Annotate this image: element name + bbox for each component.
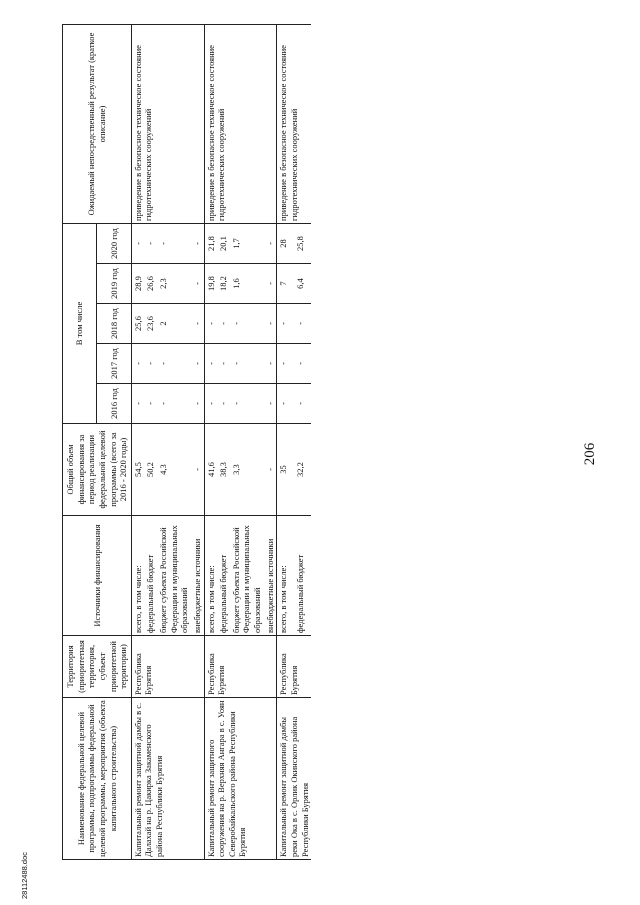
value-2020: 25,8	[294, 223, 311, 263]
value-2020: 1,7	[230, 223, 264, 263]
value-2020: 21,8	[204, 223, 217, 263]
value-2018: 2	[157, 304, 191, 344]
header-year-2020: 2020 год	[97, 223, 131, 263]
value-2019: -	[191, 264, 204, 304]
value-2019: 7	[277, 264, 295, 304]
value-2017: -	[264, 344, 277, 384]
financing-table	[62, 24, 311, 860]
header-total: Общий объем финансирования за период реализации федеральной целевой программы (всего за 2016 - 2020 годы)	[63, 424, 132, 516]
value-2018: -	[204, 304, 217, 344]
header-year-2018: 2018 год	[97, 304, 131, 344]
table-row	[204, 24, 217, 859]
value-2016: -	[204, 384, 217, 424]
source-label: федеральный бюджет	[144, 516, 157, 636]
value-2017: -	[277, 344, 295, 384]
header-name: Наименование федеральной целевой программы, подпрограммы федеральной целевой программы, мероприятия (объекта капитального строительства)	[63, 698, 132, 860]
value-2018: -	[294, 304, 311, 344]
value-2020: -	[264, 223, 277, 263]
value-2017: -	[204, 344, 217, 384]
project-name: Капитальный ремонт защитной дамбы реки Ока в с. Орлик Окинского района Республики Бурятия	[277, 698, 311, 860]
source-label: бюджет субъекта Российской Федерации и муниципальных образований	[157, 516, 191, 636]
header-result: Ожидаемый непосредственный результат (краткое описание)	[63, 24, 132, 223]
value-2016: -	[230, 384, 264, 424]
value-2017: -	[131, 344, 144, 384]
source-label: федеральный бюджет	[294, 516, 311, 636]
value-2017: -	[230, 344, 264, 384]
value-2017: -	[217, 344, 230, 384]
document-filename: 28112488.doc	[20, 852, 29, 899]
value-2018: -	[230, 304, 264, 344]
value-2019: -	[264, 264, 277, 304]
total-value: 50,2	[144, 424, 157, 516]
value-2016: -	[264, 384, 277, 424]
total-value: 38,3	[217, 424, 230, 516]
table-row	[131, 24, 144, 859]
total-value: -	[264, 424, 277, 516]
value-2017: -	[157, 344, 191, 384]
total-value: 35	[277, 424, 295, 516]
value-2020: -	[191, 223, 204, 263]
value-2018: -	[277, 304, 295, 344]
source-label: внебюджетные источники	[264, 516, 277, 636]
header-year-2016: 2016 год	[97, 384, 131, 424]
source-label: всего, в том числе:	[131, 516, 144, 636]
header-year-2017: 2017 год	[97, 344, 131, 384]
source-label: федеральный бюджет	[217, 516, 230, 636]
value-2018: -	[191, 304, 204, 344]
value-2020: -	[131, 223, 144, 263]
value-2019: 26,6	[144, 264, 157, 304]
header-row-1	[63, 24, 97, 859]
value-2016: -	[217, 384, 230, 424]
table-row	[277, 24, 295, 859]
value-2018: 23,6	[144, 304, 157, 344]
total-value: 41,6	[204, 424, 217, 516]
source-label: всего, в том числе:	[277, 516, 295, 636]
value-2017: -	[144, 344, 157, 384]
expected-result: приведение в безопасное техническое состояние гидротехнических сооружений	[277, 24, 311, 223]
value-2017: -	[191, 344, 204, 384]
total-value: 32,2	[294, 424, 311, 516]
project-territory: Республика Бурятия	[204, 636, 277, 698]
value-2016: -	[294, 384, 311, 424]
total-value: -	[191, 424, 204, 516]
value-2016: -	[144, 384, 157, 424]
project-territory: Республика Бурятия	[277, 636, 311, 698]
value-2017: -	[294, 344, 311, 384]
project-territory: Республика Бурятия	[131, 636, 204, 698]
project-name: Капитальный ремонт защитного сооружения на р. Верхняя Ангара в с. Уоян Северобайкальского района Республики Бурятия	[204, 698, 277, 860]
value-2018: 25,6	[131, 304, 144, 344]
value-2019: 2,3	[157, 264, 191, 304]
value-2016: -	[131, 384, 144, 424]
header-sources: Источники финансирования	[63, 516, 132, 636]
value-2019: 28,9	[131, 264, 144, 304]
header-including: В том числе	[63, 223, 97, 423]
value-2019: 19,8	[204, 264, 217, 304]
source-label: бюджет субъекта Российской Федерации и муниципальных образований	[230, 516, 264, 636]
value-2019: 6,4	[294, 264, 311, 304]
header-year-2019: 2019 год	[97, 264, 131, 304]
value-2016: -	[157, 384, 191, 424]
value-2016: -	[191, 384, 204, 424]
value-2020: -	[144, 223, 157, 263]
header-territory: Территория (приоритетная территория, субъект приоритетной территории)	[63, 636, 132, 698]
value-2018: -	[264, 304, 277, 344]
value-2020: 28	[277, 223, 295, 263]
expected-result: приведение в безопасное техническое состояние гидротехнических сооружений	[204, 24, 277, 223]
value-2018: -	[217, 304, 230, 344]
value-2020: -	[157, 223, 191, 263]
total-value: 54,5	[131, 424, 144, 516]
source-label: всего, в том числе:	[204, 516, 217, 636]
source-label: внебюджетные источники	[191, 516, 204, 636]
page-number: 206	[582, 442, 598, 466]
value-2019: 18,2	[217, 264, 230, 304]
total-value: 4,3	[157, 424, 191, 516]
value-2020: 20,1	[217, 223, 230, 263]
total-value: 3,3	[230, 424, 264, 516]
value-2019: 1,6	[230, 264, 264, 304]
value-2016: -	[277, 384, 295, 424]
expected-result: приведение в безопасное техническое состояние гидротехнических сооружений	[131, 24, 204, 223]
project-name: Капитальный ремонт защитной дамбы в с. Далахай на р. Цакирка Закаменского района Республики Бурятия	[131, 698, 204, 860]
